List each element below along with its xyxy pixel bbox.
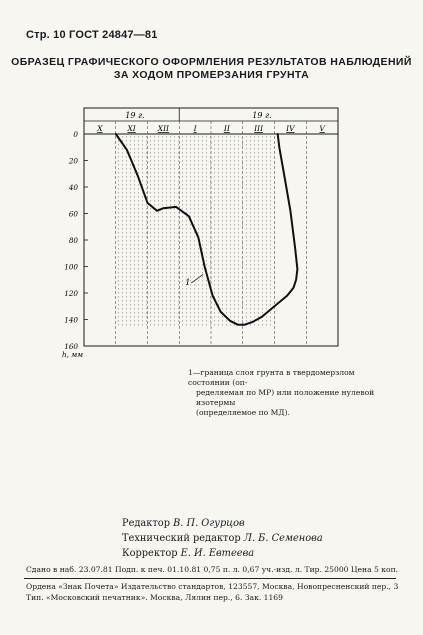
- month-label-2: XII: [157, 124, 170, 133]
- editor-name: В. П. Огурцов: [173, 518, 245, 529]
- caption-line-1: 1—граница слоя грунта в твердомерзлом состоянии (оп-: [188, 368, 355, 387]
- y-tick-label-8: 160: [64, 342, 78, 351]
- year-label-1: 19 г.: [125, 111, 145, 120]
- y-tick-label-2: 40: [68, 183, 78, 192]
- tech-editor-name: Л. Б. Семенова: [243, 533, 323, 544]
- month-label-0: X: [97, 124, 103, 133]
- caption-line-3: (определяемое по МД).: [196, 408, 290, 417]
- page-title-line-1: ОБРАЗЕЦ ГРАФИЧЕСКОГО ОФОРМЛЕНИЯ РЕЗУЛЬТАТОВ НАБЛЮДЕНИЙ: [11, 56, 412, 68]
- y-tick-label-4: 80: [68, 236, 78, 245]
- chart-caption: [188, 368, 393, 418]
- y-axis-label: h, мм: [62, 350, 84, 359]
- imprint-line-3: Тип. «Московский печатник». Москва, Лялин пер., 6. Зак. 1169: [26, 593, 283, 602]
- editors-block: [122, 516, 323, 561]
- imprint-divider: [24, 578, 396, 579]
- imprint-line-2: Ордена «Знак Почета» Издательство стандартов, 123557, Москва, Новопресненский пер., 3: [26, 582, 399, 591]
- freezing-chart: [0, 100, 423, 362]
- y-tick-label-1: 20: [68, 156, 78, 166]
- page-title-line-2: ЗА ХОДОМ ПРОМЕРЗАНИЯ ГРУНТА: [113, 69, 310, 81]
- month-label-4: II: [223, 124, 230, 133]
- curve-label: 1: [185, 278, 191, 288]
- caption-line-2: ределяемая по МР) или положение нулевой изотермы: [196, 388, 375, 407]
- year-label-2: 19 г.: [252, 111, 272, 120]
- tech-editor-line: Технический редактор Л. Б. Семенова: [122, 533, 323, 544]
- y-tick-label-6: 120: [64, 289, 78, 298]
- month-label-1: XI: [127, 124, 136, 133]
- imprint-line-1: Сдано в наб. 23.07.81 Подп. к печ. 01.10.81 0,75 п. л. 0,67 уч.-изд. л. Тир. 25000 Цена 5 коп.: [26, 565, 399, 574]
- editor-line: Редактор В. П. Огурцов: [122, 518, 245, 529]
- page-header: Стр. 10 ГОСТ 24847—81: [26, 29, 158, 41]
- month-label-5: III: [254, 124, 264, 133]
- corrector-name: Е. И. Евтеева: [180, 548, 255, 559]
- curve-label-leader: [191, 274, 203, 283]
- y-tick-label-3: 60: [68, 209, 78, 219]
- corrector-line: Корректор Е. И. Евтеева: [122, 548, 255, 559]
- month-label-3: I: [193, 124, 197, 133]
- y-tick-label-5: 100: [64, 262, 78, 272]
- month-label-6: IV: [286, 124, 295, 133]
- y-tick-label-7: 140: [64, 315, 78, 325]
- y-tick-label-0: 0: [73, 130, 78, 139]
- month-label-7: V: [319, 124, 325, 133]
